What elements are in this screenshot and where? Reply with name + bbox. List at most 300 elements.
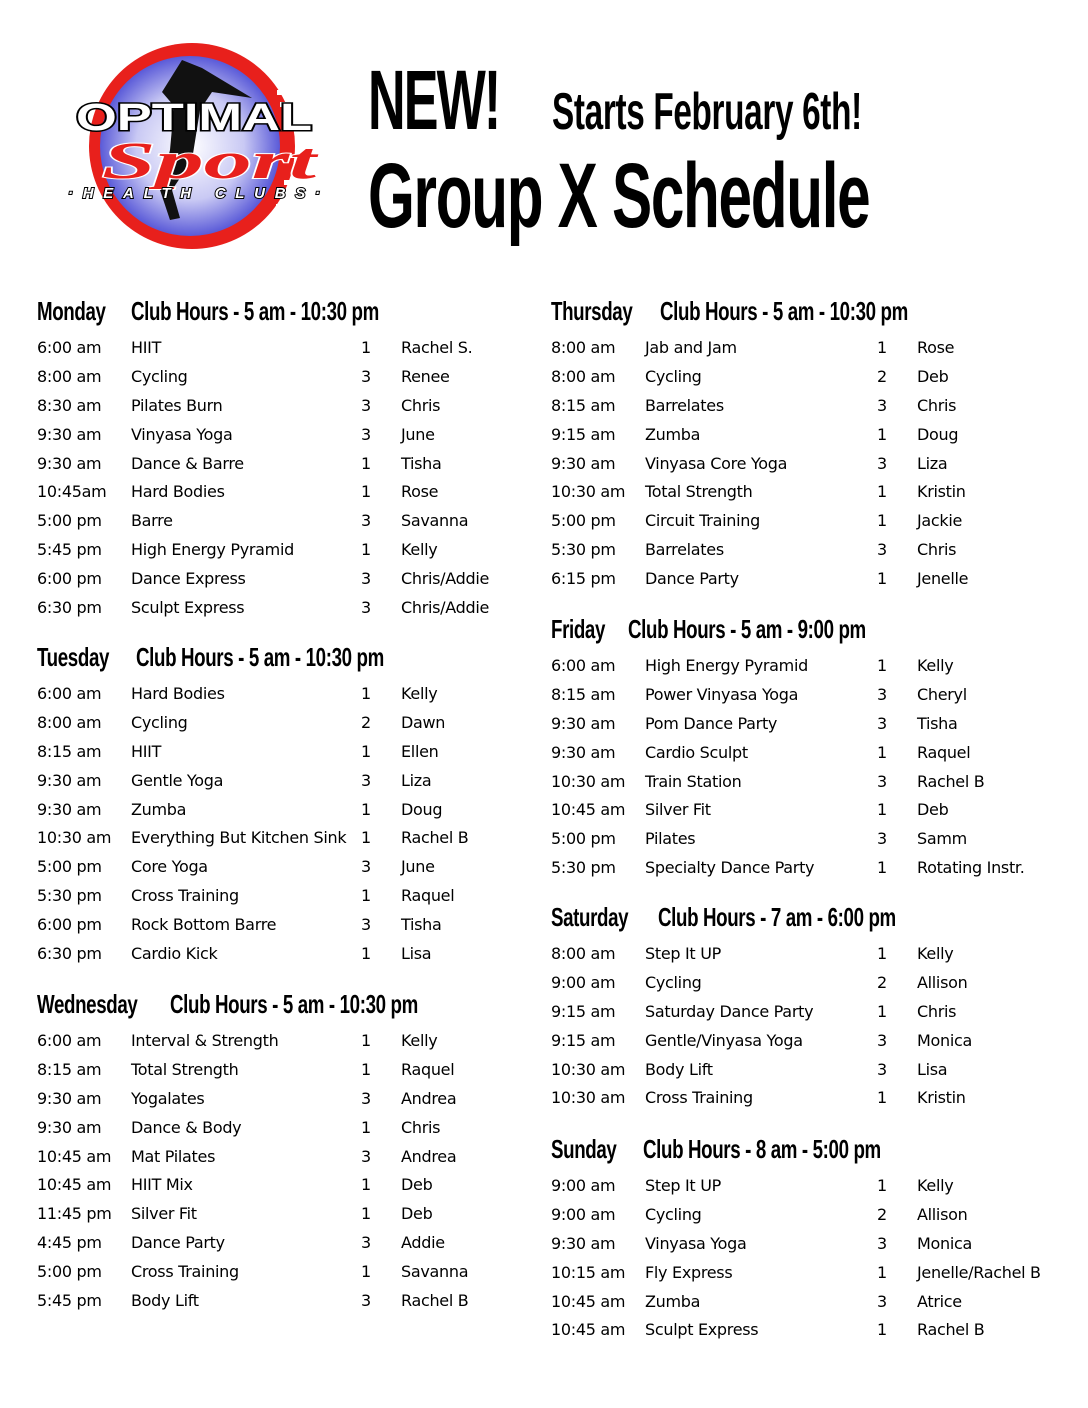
class-name: Yogalates	[131, 1088, 205, 1108]
class-instructor: Rotating Instr.	[917, 858, 1025, 878]
class-room: 1	[361, 1175, 371, 1195]
class-instructor: Liza	[401, 770, 432, 790]
class-room: 3	[361, 1291, 371, 1311]
day-name: Monday	[37, 296, 106, 326]
class-name: Barrelates	[645, 540, 724, 560]
class-instructor: Cheryl	[917, 684, 967, 704]
class-name: Zumba	[645, 1291, 701, 1311]
club-hours: Club Hours - 8 am - 5:00 pm	[643, 1134, 881, 1164]
class-name: Gentle Yoga	[131, 770, 224, 790]
class-row	[551, 334, 1088, 363]
class-room: 1	[877, 1176, 887, 1195]
class-name: Saturday Dance Party	[645, 1001, 814, 1021]
class-row	[37, 450, 517, 479]
class-room: 1	[361, 540, 371, 560]
class-time: 10:45 am	[551, 1291, 626, 1311]
class-name: Interval & Strength	[131, 1031, 279, 1050]
class-time: 5:30 pm	[37, 886, 102, 906]
class-room: 1	[361, 944, 371, 964]
class-time: 5:00 pm	[551, 829, 616, 849]
class-time: 6:00 am	[37, 338, 102, 357]
class-name: Zumba	[645, 424, 701, 444]
class-room: 3	[877, 540, 887, 560]
class-name: Pilates Burn	[131, 395, 223, 415]
class-instructor: Chris/Addie	[401, 598, 490, 618]
class-room: 1	[877, 944, 887, 963]
class-row	[551, 652, 1088, 681]
class-row	[551, 1027, 1088, 1056]
class-instructor: Allison	[917, 972, 968, 992]
class-room: 1	[877, 1088, 887, 1108]
class-instructor: Chris	[917, 395, 957, 415]
class-room: 1	[361, 741, 371, 761]
class-instructor: Rachel B	[401, 828, 469, 848]
class-row	[551, 768, 1088, 797]
class-row	[551, 825, 1088, 854]
class-time: 9:15 am	[551, 1001, 616, 1021]
logo-brand-script: Sport	[102, 133, 319, 190]
class-name: Rock Bottom Barre	[131, 915, 277, 935]
class-time: 10:30 am	[37, 828, 112, 848]
class-name: Pilates	[645, 829, 696, 849]
logo-brand-sub: ·HEALTH CLUBS·	[68, 185, 320, 202]
class-row	[37, 1200, 517, 1229]
class-name: HIIT Mix	[131, 1175, 193, 1195]
class-row	[551, 1172, 1088, 1201]
class-instructor: Doug	[917, 424, 959, 444]
class-time: 5:45 pm	[37, 1291, 102, 1311]
class-room: 3	[877, 395, 887, 415]
class-instructor: Jackie	[917, 511, 963, 531]
class-instructor: Andrea	[401, 1088, 457, 1108]
day-header	[551, 614, 1088, 648]
class-name: HIIT	[131, 741, 162, 761]
class-time: 9:30 am	[551, 713, 616, 733]
class-instructor: Kelly	[401, 540, 438, 560]
class-row	[551, 1259, 1088, 1288]
class-name: Body Lift	[645, 1059, 713, 1079]
class-time: 5:45 pm	[37, 540, 102, 560]
class-instructor: Chris/Addie	[401, 569, 490, 589]
class-instructor: Allison	[917, 1204, 968, 1224]
class-time: 9:30 am	[551, 1233, 616, 1253]
class-name: Sculpt Express	[645, 1320, 759, 1340]
class-row	[551, 854, 1088, 883]
class-name: Cycling	[645, 366, 702, 386]
class-instructor: Rose	[917, 338, 955, 357]
class-row	[551, 507, 1088, 536]
class-time: 9:15 am	[551, 1030, 616, 1050]
class-list	[37, 1027, 517, 1316]
class-time: 6:30 pm	[37, 598, 102, 618]
class-name: Jab and Jam	[645, 338, 737, 357]
class-instructor: Kelly	[917, 656, 954, 675]
class-room: 3	[361, 1233, 371, 1253]
class-list	[551, 652, 1088, 883]
day-thursday	[551, 296, 1088, 614]
class-instructor: Rachel B	[401, 1291, 469, 1311]
class-row	[37, 853, 517, 882]
class-row	[551, 1316, 1088, 1345]
class-time: 9:30 am	[37, 1117, 102, 1137]
class-room: 3	[361, 857, 371, 877]
class-name: Cross Training	[645, 1088, 753, 1108]
class-row	[551, 450, 1088, 479]
class-room: 1	[361, 1204, 371, 1224]
class-instructor: Deb	[401, 1204, 433, 1224]
class-room: 1	[877, 656, 887, 675]
day-wednesday	[37, 989, 517, 1316]
class-name: Specialty Dance Party	[645, 858, 815, 878]
class-list	[551, 940, 1088, 1113]
class-room: 1	[361, 482, 371, 502]
class-time: 8:00 am	[37, 366, 102, 386]
class-room: 3	[361, 395, 371, 415]
class-time: 6:00 pm	[37, 569, 102, 589]
class-time: 10:30 am	[551, 482, 626, 502]
day-name: Saturday	[551, 902, 629, 932]
class-name: Cycling	[645, 1204, 702, 1224]
class-instructor: Atrice	[917, 1291, 962, 1311]
class-instructor: Tisha	[401, 915, 442, 935]
class-name: Body Lift	[131, 1291, 199, 1311]
class-instructor: Rachel B	[917, 771, 985, 791]
class-name: Vinyasa Yoga	[131, 424, 233, 444]
class-instructor: Chris	[401, 1117, 441, 1137]
class-name: Everything But Kitchen Sink	[131, 828, 347, 848]
class-row	[551, 421, 1088, 450]
class-time: 5:30 pm	[551, 540, 616, 560]
class-room: 3	[877, 1233, 887, 1253]
class-time: 8:00 am	[551, 944, 616, 963]
class-name: Pom Dance Party	[645, 713, 778, 733]
class-instructor: Renee	[401, 366, 450, 386]
class-instructor: Monica	[917, 1030, 972, 1050]
class-room: 3	[361, 1146, 371, 1166]
class-instructor: Jenelle/Rachel B	[917, 1262, 1041, 1282]
class-row	[551, 998, 1088, 1027]
class-row	[37, 363, 517, 392]
class-row	[37, 1027, 517, 1056]
class-row	[37, 594, 517, 623]
class-room: 1	[877, 1262, 887, 1282]
class-instructor: Kelly	[401, 684, 438, 703]
club-hours: Club Hours - 5 am - 10:30 pm	[170, 989, 418, 1019]
class-instructor: Doug	[401, 799, 443, 819]
class-room: 1	[361, 1117, 371, 1137]
class-room: 3	[877, 453, 887, 473]
class-name: Fly Express	[645, 1262, 733, 1282]
class-name: Cycling	[131, 366, 188, 386]
class-room: 3	[877, 829, 887, 849]
class-row	[551, 536, 1088, 565]
class-instructor: Lisa	[401, 944, 432, 964]
class-instructor: Kelly	[917, 1176, 954, 1195]
class-room: 1	[877, 1001, 887, 1021]
class-room: 3	[877, 771, 887, 791]
class-time: 8:00 am	[551, 366, 616, 386]
class-instructor: Liza	[917, 453, 948, 473]
day-name: Friday	[551, 614, 606, 644]
right-column	[551, 296, 1088, 1345]
class-name: Cross Training	[131, 886, 239, 906]
class-name: Cycling	[131, 712, 188, 732]
class-time: 10:45 am	[37, 1146, 112, 1166]
class-row	[37, 709, 517, 738]
class-name: Barre	[131, 511, 173, 531]
class-row	[37, 680, 517, 709]
class-instructor: Savanna	[401, 511, 469, 531]
class-instructor: Monica	[917, 1233, 972, 1253]
class-instructor: Deb	[917, 366, 949, 386]
class-time: 10:30 am	[551, 771, 626, 791]
class-instructor: Chris	[917, 540, 957, 560]
class-instructor: Chris	[917, 1001, 957, 1021]
class-room: 1	[877, 858, 887, 878]
class-time: 9:00 am	[551, 1204, 616, 1224]
class-name: Total Strength	[131, 1059, 239, 1079]
class-room: 2	[877, 1204, 887, 1224]
class-instructor: Savanna	[401, 1262, 469, 1282]
class-room: 3	[361, 511, 371, 531]
class-name: High Energy Pyramid	[131, 540, 294, 560]
class-room: 2	[361, 712, 371, 732]
class-name: Silver Fit	[645, 800, 711, 820]
class-row	[551, 1230, 1088, 1259]
class-room: 3	[877, 1030, 887, 1050]
class-row	[551, 1084, 1088, 1113]
class-row	[551, 796, 1088, 825]
class-row	[37, 334, 517, 363]
class-time: 6:00 pm	[37, 915, 102, 935]
class-room: 3	[361, 569, 371, 589]
class-instructor: June	[401, 857, 435, 877]
day-header	[551, 902, 1088, 936]
class-time: 8:15 am	[551, 684, 616, 704]
class-row	[551, 1288, 1088, 1317]
class-room: 1	[877, 1320, 887, 1340]
logo-graphic-icon	[62, 40, 326, 252]
class-time: 11:45 pm	[37, 1204, 112, 1224]
class-room: 1	[877, 511, 887, 531]
class-instructor: Tisha	[917, 713, 958, 733]
class-time: 8:30 am	[37, 395, 102, 415]
class-instructor: Andrea	[401, 1146, 457, 1166]
class-time: 5:00 pm	[37, 511, 102, 531]
page-title: Group X Schedule	[368, 145, 870, 247]
class-room: 1	[361, 886, 371, 906]
class-name: Dance & Barre	[131, 453, 244, 473]
class-room: 1	[877, 424, 887, 444]
class-instructor: Kristin	[917, 482, 966, 502]
class-name: Barrelates	[645, 395, 724, 415]
class-name: Dance Party	[645, 569, 739, 589]
class-time: 8:15 am	[37, 741, 102, 761]
class-row	[551, 739, 1088, 768]
club-hours: Club Hours - 5 am - 10:30 pm	[131, 296, 379, 326]
class-room: 1	[877, 338, 887, 357]
class-room: 1	[361, 1262, 371, 1282]
class-name: Zumba	[131, 799, 187, 819]
class-time: 9:00 am	[551, 972, 616, 992]
logo-brand-top: OPTIMAL	[76, 97, 312, 139]
class-time: 9:30 am	[37, 1088, 102, 1108]
class-row	[551, 681, 1088, 710]
club-hours: Club Hours - 5 am - 10:30 pm	[660, 296, 908, 326]
class-instructor: Deb	[917, 800, 949, 820]
class-name: Cycling	[645, 972, 702, 992]
class-instructor: Rachel B	[917, 1320, 985, 1340]
class-list	[551, 334, 1088, 594]
new-label: NEW!	[368, 53, 500, 147]
class-name: High Energy Pyramid	[645, 656, 808, 675]
class-row	[37, 507, 517, 536]
class-row	[37, 565, 517, 594]
class-row	[37, 738, 517, 767]
class-instructor: Kelly	[917, 944, 954, 963]
class-row	[551, 363, 1088, 392]
class-row	[551, 1056, 1088, 1085]
start-date-label: Starts February 6th!	[552, 83, 862, 141]
class-list	[551, 1172, 1088, 1345]
class-room: 1	[361, 453, 371, 473]
class-instructor: Rachel S.	[401, 338, 473, 357]
day-name: Tuesday	[37, 642, 110, 672]
class-row	[551, 565, 1088, 594]
day-header	[37, 296, 517, 330]
class-name: Vinyasa Yoga	[645, 1233, 747, 1253]
class-room: 3	[877, 713, 887, 733]
class-row	[37, 1056, 517, 1085]
class-time: 10:45am	[37, 482, 107, 502]
class-time: 5:00 pm	[551, 511, 616, 531]
class-instructor: Jenelle	[917, 569, 969, 589]
class-instructor: Dawn	[401, 712, 446, 732]
class-instructor: Kristin	[917, 1088, 966, 1108]
class-row	[551, 710, 1088, 739]
class-instructor: Raquel	[401, 1059, 455, 1079]
class-row	[37, 536, 517, 565]
class-row	[37, 1171, 517, 1200]
class-name: Cardio Sculpt	[645, 742, 748, 762]
class-room: 1	[877, 482, 887, 502]
class-time: 9:30 am	[551, 742, 616, 762]
class-room: 3	[877, 1059, 887, 1079]
class-list	[37, 680, 517, 969]
class-instructor: Chris	[401, 395, 441, 415]
class-room: 3	[361, 915, 371, 935]
class-instructor: Lisa	[917, 1059, 948, 1079]
class-time: 9:30 am	[37, 453, 102, 473]
class-instructor: June	[401, 424, 435, 444]
class-time: 8:00 am	[37, 712, 102, 732]
class-name: Step It UP	[645, 1176, 721, 1195]
class-time: 10:15 am	[551, 1262, 626, 1282]
class-instructor: Raquel	[401, 886, 455, 906]
club-hours: Club Hours - 5 am - 10:30 pm	[136, 642, 384, 672]
class-row	[37, 1114, 517, 1143]
class-time: 6:15 pm	[551, 569, 616, 589]
class-room: 3	[361, 770, 371, 790]
class-row	[37, 1229, 517, 1258]
class-name: Hard Bodies	[131, 684, 225, 703]
class-name: Dance & Body	[131, 1117, 242, 1137]
class-instructor: Addie	[401, 1233, 445, 1253]
class-room: 3	[361, 1088, 371, 1108]
class-time: 6:30 pm	[37, 944, 102, 964]
day-header	[551, 1134, 1088, 1168]
class-row	[551, 392, 1088, 421]
class-instructor: Kelly	[401, 1031, 438, 1050]
class-room: 2	[877, 366, 887, 386]
class-time: 8:15 am	[37, 1059, 102, 1079]
class-room: 3	[877, 684, 887, 704]
class-row	[37, 1258, 517, 1287]
class-row	[37, 911, 517, 940]
class-time: 9:30 am	[37, 424, 102, 444]
class-row	[551, 1201, 1088, 1230]
class-time: 6:00 am	[37, 684, 102, 703]
class-name: Silver Fit	[131, 1204, 197, 1224]
optimal-sport-logo	[62, 40, 326, 252]
class-time: 10:45 am	[37, 1175, 112, 1195]
day-header	[37, 989, 517, 1023]
club-hours: Club Hours - 7 am - 6:00 pm	[658, 902, 896, 932]
class-room: 3	[361, 366, 371, 386]
class-instructor: Ellen	[401, 741, 439, 761]
class-name: Sculpt Express	[131, 598, 245, 618]
class-time: 5:00 pm	[37, 1262, 102, 1282]
class-time: 5:30 pm	[551, 858, 616, 878]
class-name: Train Station	[645, 771, 742, 791]
class-row	[37, 882, 517, 911]
class-row	[37, 796, 517, 825]
class-name: Cross Training	[131, 1262, 239, 1282]
class-room: 1	[877, 569, 887, 589]
class-room: 1	[361, 338, 371, 357]
day-name: Sunday	[551, 1134, 617, 1164]
class-time: 4:45 pm	[37, 1233, 102, 1253]
class-name: Vinyasa Core Yoga	[645, 453, 788, 473]
class-instructor: Samm	[917, 829, 967, 849]
day-tuesday	[37, 642, 517, 989]
class-name: Dance Express	[131, 569, 246, 589]
class-room: 1	[877, 800, 887, 820]
class-time: 8:15 am	[551, 395, 616, 415]
class-time: 8:00 am	[551, 338, 616, 357]
class-time: 10:30 am	[551, 1088, 626, 1108]
class-name: Cardio Kick	[131, 944, 218, 964]
class-room: 1	[361, 1031, 371, 1050]
class-room: 3	[361, 424, 371, 444]
class-instructor: Rose	[401, 482, 439, 502]
day-monday	[37, 296, 517, 642]
day-friday	[551, 614, 1088, 902]
class-list	[37, 334, 517, 623]
class-name: Hard Bodies	[131, 482, 225, 502]
class-time: 9:30 am	[37, 799, 102, 819]
class-room: 3	[361, 598, 371, 618]
class-time: 10:30 am	[551, 1059, 626, 1079]
class-name: Dance Party	[131, 1233, 225, 1253]
class-time: 10:45 am	[551, 800, 626, 820]
class-row	[37, 1143, 517, 1172]
class-instructor: Tisha	[401, 453, 442, 473]
class-room: 1	[361, 684, 371, 703]
day-sunday	[551, 1134, 1088, 1345]
class-instructor: Raquel	[917, 742, 971, 762]
class-time: 9:00 am	[551, 1176, 616, 1195]
